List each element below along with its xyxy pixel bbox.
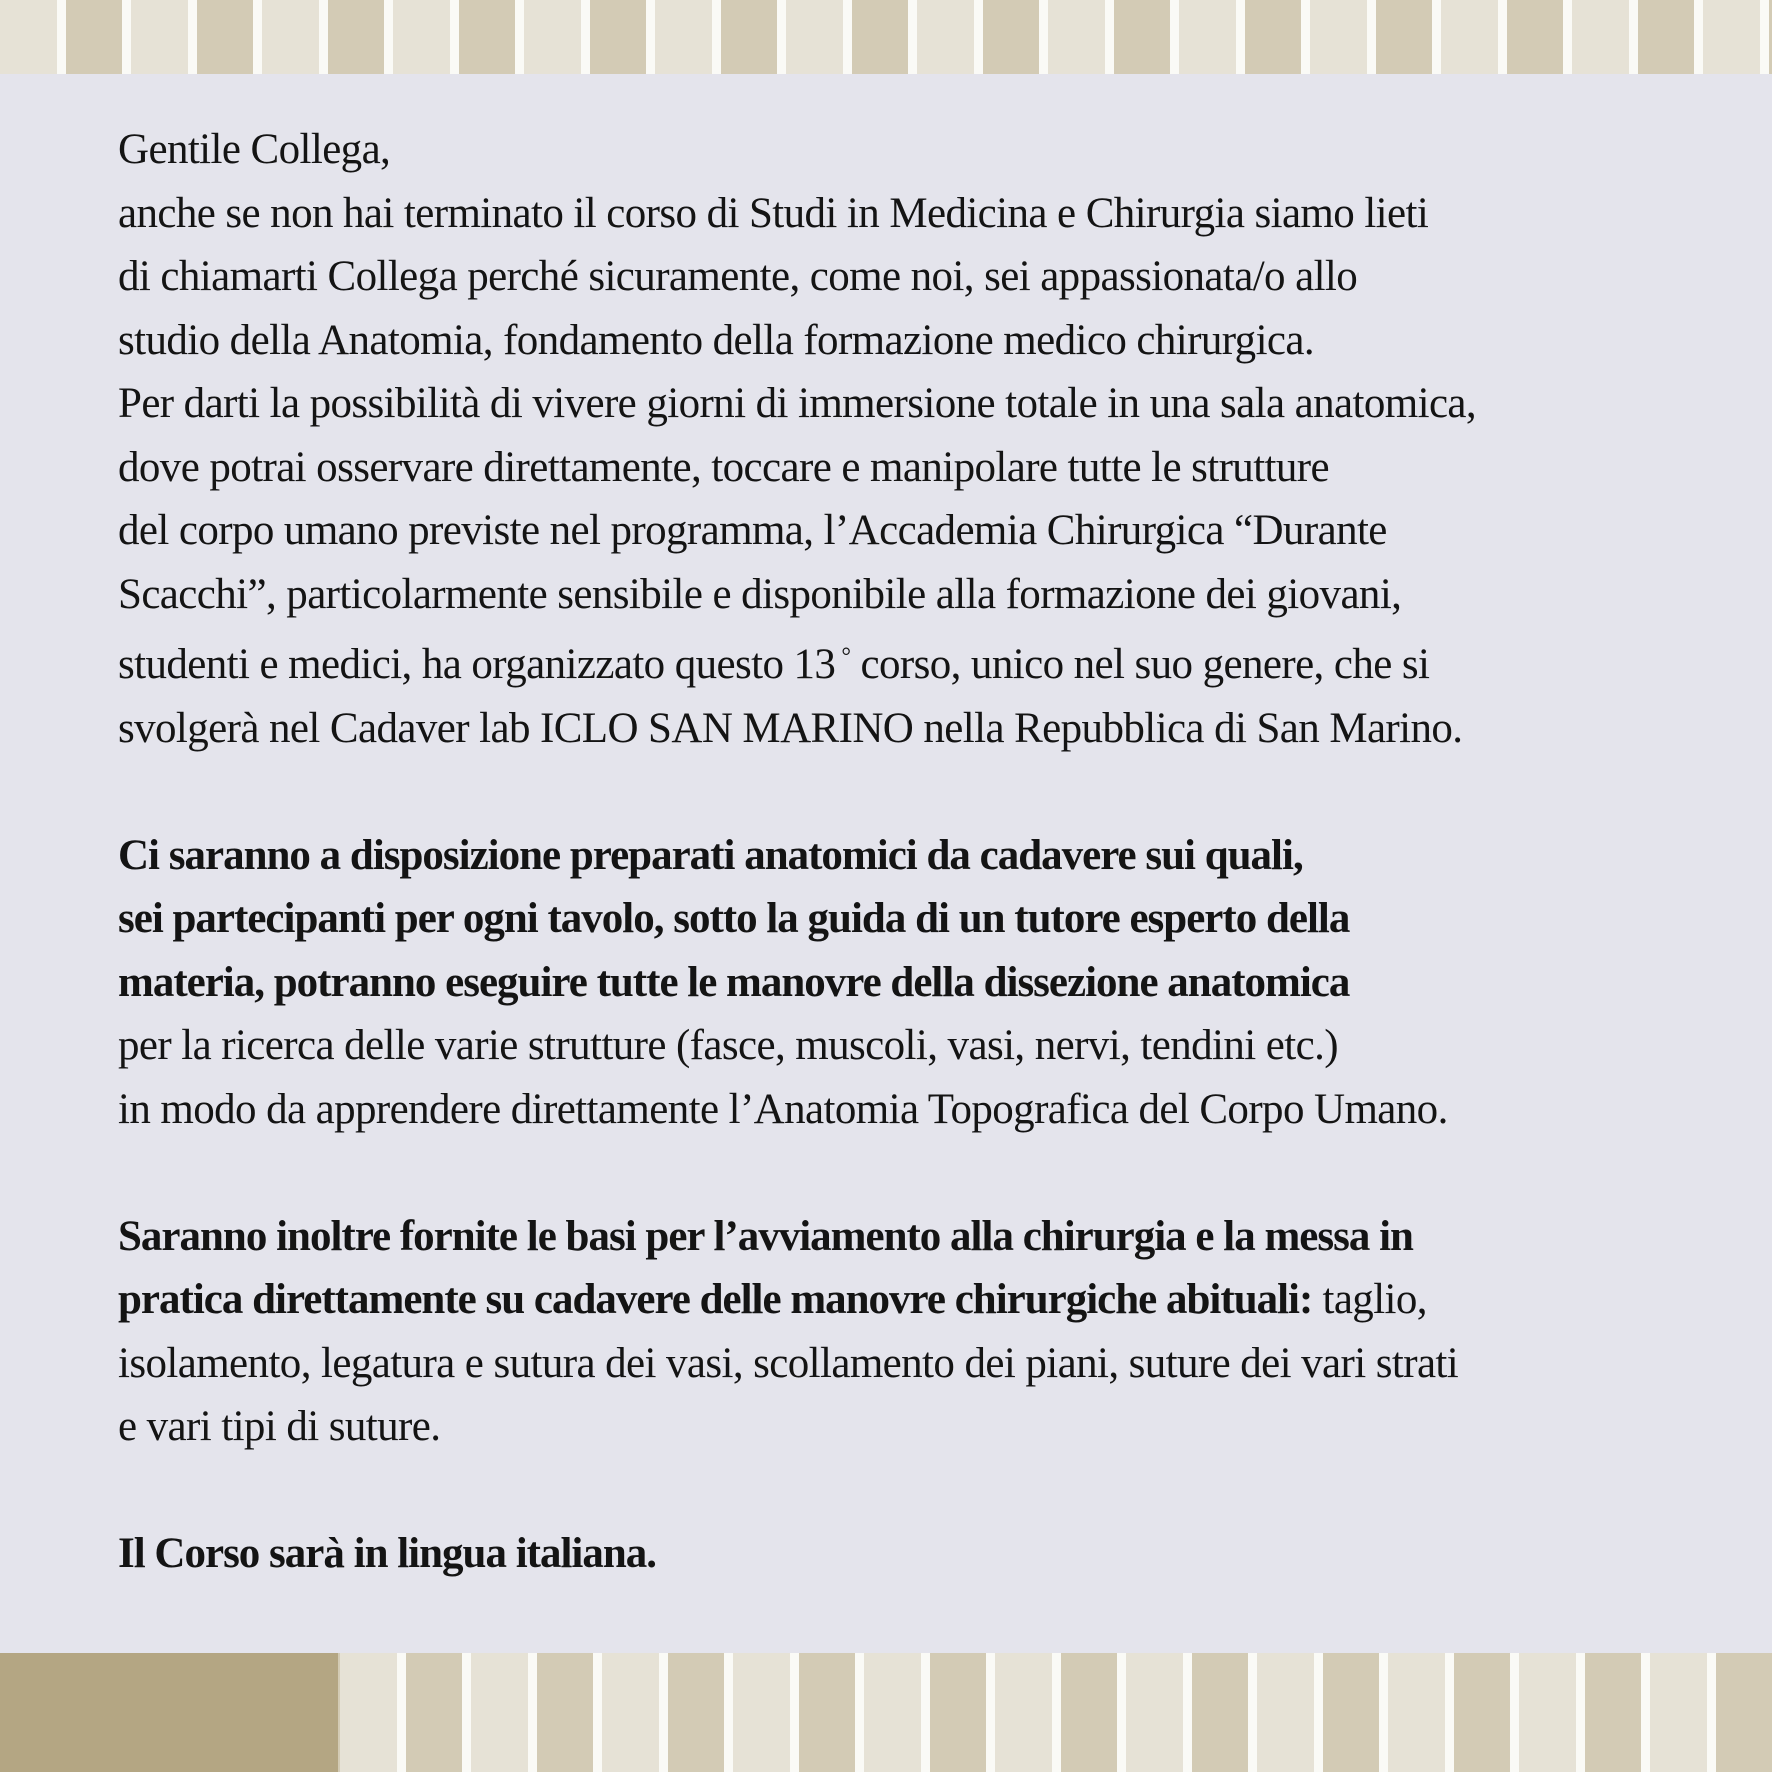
text-line: per la ricerca delle varie strutture (fasce, muscoli, vasi, nervi, tendini etc.) [118, 1022, 1338, 1069]
text-line: anche se non hai terminato il corso di Studi in Medicina e Chirurgia siamo lieti [118, 189, 1429, 237]
accent-block [0, 1653, 338, 1772]
bold-text-line: sei partecipanti per ogni tavolo, sotto la guida di un tutore esperto della [118, 895, 1350, 942]
degree-symbol: ° [841, 644, 851, 670]
paragraph-intro [118, 182, 1718, 761]
bottom-stripe-band [0, 1653, 1772, 1772]
text-line: studio della Anatomia, fondamento della formazione medico chirurgica. [118, 316, 1315, 364]
text-line [118, 626, 1718, 697]
paragraph-gap [118, 1459, 1718, 1523]
text-segment: taglio, [1312, 1276, 1427, 1323]
text-line: in modo da apprendere direttamente l’Anatomia Topografica del Corpo Umano. [118, 1085, 1448, 1133]
text-line: isolamento, legatura e sutura dei vasi, scollamento dei piani, suture dei vari strati [118, 1339, 1459, 1387]
text-line: e vari tipi di suture. [118, 1403, 441, 1450]
bold-text-line: materia, potranno eseguire tutte le manovre della dissezione anatomica [118, 958, 1350, 1006]
closing-line: Il Corso sarà in lingua italiana. [118, 1530, 657, 1577]
text-line: Per darti la possibilità di vivere giorni di immersione totale in una sala anatomica, [118, 380, 1477, 427]
text-line [118, 1268, 1718, 1332]
text-line: del corpo umano previste nel programma, l’Accademia Chirurgica “Durante [118, 507, 1387, 554]
bold-text-segment: pratica direttamente su cadavere delle manovre chirurgiche abituali: [118, 1276, 1313, 1323]
text-segment: studenti e medici, ha organizzato questo 13 [118, 641, 836, 688]
text-line: Scacchi”, particolarmente sensibile e disponibile alla formazione dei giovani, [118, 570, 1402, 618]
bold-text-line: Saranno inoltre fornite le basi per l’avviamento alla chirurgia e la messa in [118, 1212, 1413, 1260]
top-stripe-band [0, 0, 1772, 74]
text-segment: corso, unico nel suo genere, che si [850, 641, 1430, 688]
greeting: Gentile Collega, [118, 126, 391, 173]
text-line: di chiamarti Collega perché sicuramente, come noi, sei appassionata/o allo [118, 253, 1358, 300]
text-line: svolgerà nel Cadaver lab ICLO SAN MARINO nella Repubblica di San Marino. [118, 704, 1463, 752]
paragraph-gap [118, 1141, 1718, 1205]
paragraph-gap [118, 760, 1718, 824]
text-line: dove potrai osservare direttamente, toccare e manipolare tutte le strutture [118, 443, 1330, 491]
letter-body [118, 118, 1718, 1586]
paragraph-surgery [118, 1205, 1718, 1459]
bold-text-line: Ci saranno a disposizione preparati anatomici da cadavere sui quali, [118, 831, 1303, 879]
paragraph-dissection [118, 824, 1718, 1142]
